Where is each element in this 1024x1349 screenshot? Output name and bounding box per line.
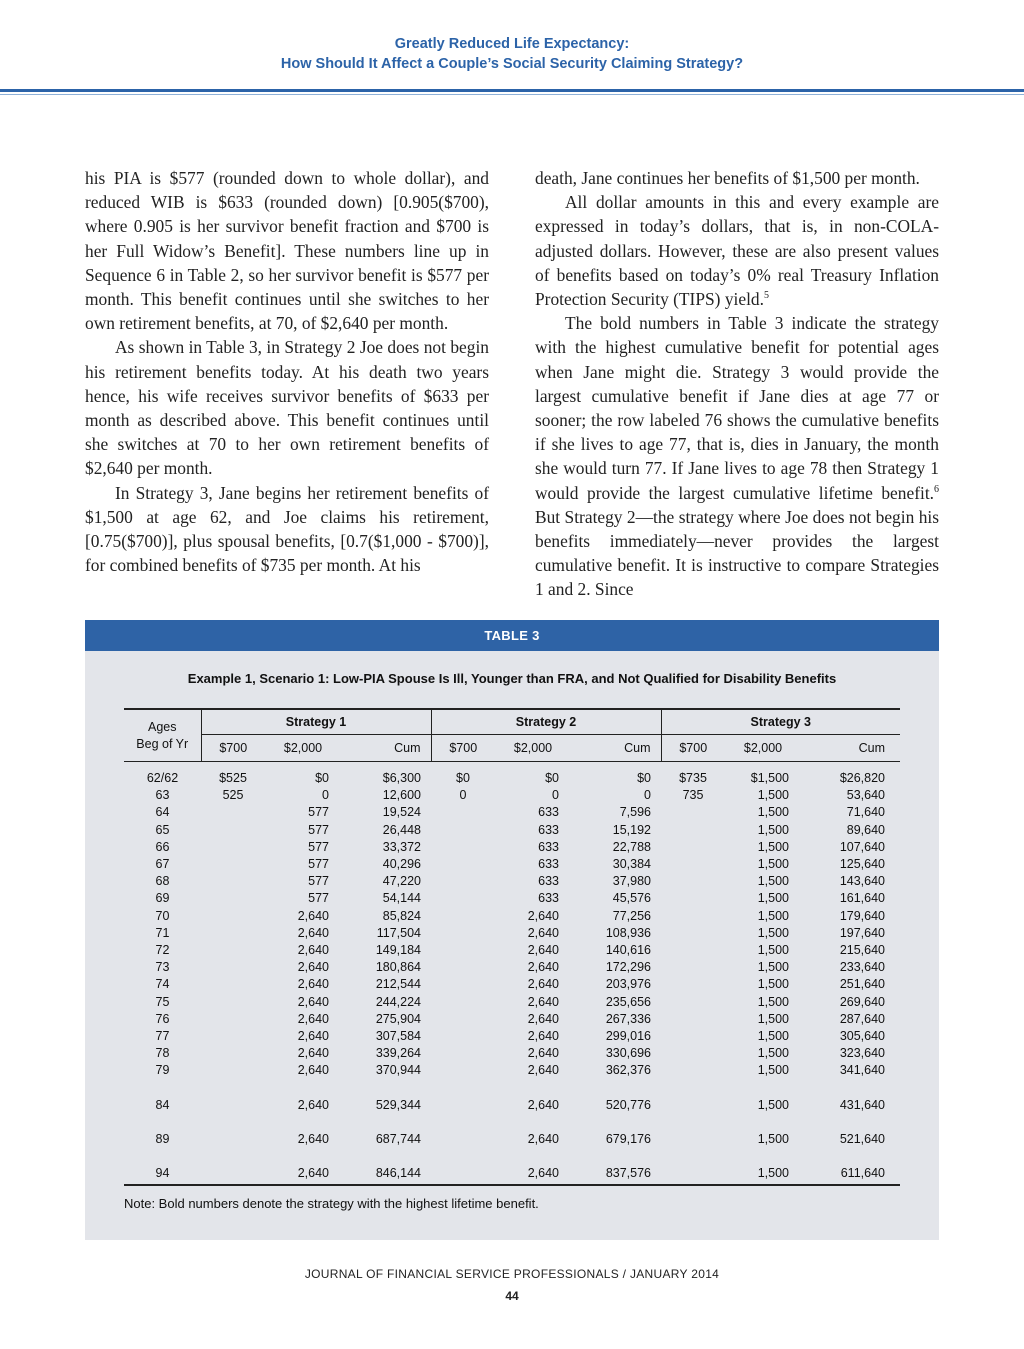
col-header-700: $700: [431, 735, 495, 762]
table-cell: 362,376: [605, 1063, 651, 1078]
table-cell: 233,640: [839, 960, 885, 975]
table-cell: 12,600: [382, 788, 421, 803]
journal-footer: JOURNAL OF FINANCIAL SERVICE PROFESSIONALS / JANUARY 2014: [304, 1267, 720, 1281]
ages-header: [124, 709, 201, 762]
table-cell: [431, 1028, 495, 1045]
table-cell: 2,640: [495, 1148, 571, 1185]
table-cell: [431, 822, 495, 839]
table-cell: 2,640: [527, 1029, 559, 1044]
table-cell: 431,640: [839, 1097, 885, 1112]
table-cell: 107,640: [839, 839, 885, 854]
table-cell: [201, 1028, 265, 1045]
table-cell: 577: [308, 874, 329, 889]
running-head-subtitle: How Should It Affect a Couple’s Social Security Claiming Strategy?: [280, 56, 744, 72]
table-cell: 529,344: [375, 1097, 421, 1112]
table-cell: 125,640: [839, 857, 885, 872]
age-cell: 68: [155, 874, 170, 889]
table-cell: 2,640: [527, 943, 559, 958]
table-cell: 2,640: [265, 1148, 341, 1185]
table-cell: 54,144: [382, 891, 421, 906]
table-cell: 1,500: [757, 943, 789, 958]
table-cell: 633: [538, 874, 559, 889]
paragraph: his PIA is $577 (rounded down to whole dollar), and reduced WIB is $633 (rounded down) [0.905($700), where 0.905 is her survivor benefit fraction and $700 is her Full Widow’s Benefit]. These numbers line up in Sequence 6 in Table 2, so her survivor benefit is $577 per month. This benefit continues until she switches to her own retirement benefits, at 70, of $2,640 per month.: [85, 168, 489, 334]
table-cell: 172,296: [605, 960, 651, 975]
age-cell: 67: [155, 857, 170, 872]
table-cell: [201, 1148, 265, 1185]
table-cell: 305,640: [839, 1029, 885, 1044]
table-cell: 1,500: [757, 1029, 789, 1044]
table-cell: 267,336: [605, 1011, 651, 1026]
table-cell: [661, 1148, 725, 1185]
table-cell: 1,500: [757, 874, 789, 889]
ages-header-line1: Ages: [148, 719, 177, 734]
table-cell: 341,640: [839, 1063, 885, 1078]
header-rule: [0, 89, 1024, 92]
age-cell: 78: [155, 1046, 170, 1061]
paragraph-text: All dollar amounts in this and every example are expressed in today’s dollars, that is, in non-COLA-adjusted dollars. However, these are also present values of benefits based on today’s 0% real Treasury Inflation Protection Security (TIPS) yield.: [535, 192, 939, 310]
table-cell: [431, 976, 495, 993]
col-header-2000: $2,000: [725, 735, 801, 762]
table-cell: 71,640: [846, 805, 885, 820]
table-cell: [661, 1011, 725, 1028]
table-cell: 7,596: [619, 805, 651, 820]
age-cell: 65: [155, 822, 170, 837]
table-row: [124, 873, 900, 890]
table-cell: 577: [308, 805, 329, 820]
table-cell: 2,640: [527, 1046, 559, 1061]
table-cell: $0: [637, 771, 651, 785]
age-cell: 74: [155, 977, 170, 992]
paragraph: As shown in Table 3, in Strategy 2 Joe does not begin his retirement benefits today. At his death two years hence, his wife receives survivor benefits of $633 per month as described above. This benefit continues until she switches at 70 to her own retirement benefits of $2,640 per month.: [85, 337, 489, 479]
col-header-cum: Cum: [801, 735, 900, 762]
age-cell: 76: [155, 1011, 170, 1026]
table-row: [124, 1080, 900, 1114]
table-cell: 2,640: [527, 977, 559, 992]
table-cell: 1,500: [757, 891, 789, 906]
table-cell: 339,264: [375, 1046, 421, 1061]
table-body: [124, 762, 900, 1186]
table-row: [124, 925, 900, 942]
table-cell: 2,640: [297, 1063, 329, 1078]
table-note: Note: Bold numbers denote the strategy with the highest lifetime benefit.: [124, 1196, 539, 1211]
table-cell: [431, 994, 495, 1011]
table-row: [124, 856, 900, 873]
age-cell: 94: [124, 1148, 201, 1185]
table-cell: [201, 1062, 265, 1079]
table-cell: [661, 942, 725, 959]
table-cell: 1,500: [757, 1063, 789, 1078]
table-cell: $735: [679, 771, 707, 785]
table-cell: 85,824: [382, 908, 421, 923]
table-cell: 1,500: [757, 1097, 789, 1112]
strategy-3-header: Strategy 3: [661, 709, 900, 735]
table-cell: 244,224: [375, 994, 421, 1009]
table-cell: 2,640: [297, 1029, 329, 1044]
age-cell: 70: [155, 908, 170, 923]
table-cell: [201, 959, 265, 976]
table-cell: 269,640: [839, 994, 885, 1009]
col-header-cum: Cum: [571, 735, 661, 762]
ages-header-line2: Beg of Yr: [136, 736, 189, 751]
table-cell: 108,936: [605, 925, 651, 940]
table-cell: 117,504: [376, 925, 421, 940]
table-cell: 47,220: [382, 874, 421, 889]
benefits-table: [124, 708, 900, 1186]
table-cell: 0: [459, 788, 467, 803]
table-row: [124, 1028, 900, 1045]
table-row: [124, 1045, 900, 1062]
table-cell: 2,640: [297, 1131, 329, 1146]
table-cell: 837,576: [571, 1148, 661, 1185]
footnote-ref[interactable]: 6: [934, 483, 939, 495]
table-cell: 1,500: [757, 788, 789, 803]
table-cell: [431, 959, 495, 976]
age-cell: 69: [155, 891, 170, 906]
table-cell: 577: [308, 839, 329, 854]
table-cell: 2,640: [297, 925, 329, 940]
table-cell: 521,640: [839, 1131, 885, 1146]
age-cell: 89: [155, 1131, 170, 1146]
table-row: [124, 762, 900, 788]
table-cell: 1,500: [757, 1011, 789, 1026]
table-row: [124, 822, 900, 839]
table-cell: 2,640: [297, 960, 329, 975]
table-cell: 2,640: [527, 1011, 559, 1026]
table-cell: [661, 822, 725, 839]
table-cell: 611,640: [801, 1148, 900, 1185]
table-cell: 323,640: [839, 1046, 885, 1061]
table-cell: [661, 976, 725, 993]
table-cell: [201, 839, 265, 856]
table-cell: 1,500: [757, 908, 789, 923]
table-cell: 2,640: [527, 908, 559, 923]
table-cell: 577: [308, 857, 329, 872]
table-cell: [661, 1045, 725, 1062]
table-row: [124, 976, 900, 993]
table-row: [124, 839, 900, 856]
table-title: Example 1, Scenario 1: Low-PIA Spouse Is Ill, Younger than FRA, and Not Qualified for Disability Benefits: [187, 671, 837, 686]
col-header-cum: Cum: [341, 735, 431, 762]
table-cell: 53,640: [846, 788, 885, 803]
table-cell: 179,640: [839, 908, 885, 923]
table-cell: [661, 1028, 725, 1045]
age-cell: 77: [155, 1029, 170, 1044]
table-cell: 19,524: [382, 805, 421, 820]
table-cell: 633: [538, 822, 559, 837]
paragraph-text: But Strategy 2—the strategy where Joe does not begin his benefits immediately—never provides the largest cumulative benefit. It is instructive to compare Strategies 1 and 2. Since: [535, 506, 939, 600]
table-row: [124, 804, 900, 821]
table-cell: 77,256: [612, 908, 651, 923]
table-cell: [201, 994, 265, 1011]
table-row: [124, 908, 900, 925]
table-cell: $0: [456, 771, 470, 785]
table-cell: 203,976: [605, 977, 651, 992]
col-header-2000: $2,000: [265, 735, 341, 762]
table-row: [124, 959, 900, 976]
age-cell: 79: [155, 1063, 170, 1078]
table-cell: 0: [644, 788, 651, 803]
table-cell: [431, 1080, 495, 1114]
table-cell: [431, 873, 495, 890]
table-cell: 22,788: [612, 839, 651, 854]
table-cell: 161,640: [839, 891, 885, 906]
table-cell: [201, 925, 265, 942]
table-cell: $0: [545, 771, 559, 785]
table-cell: 633: [538, 805, 559, 820]
table-cell: $6,300: [382, 771, 421, 785]
table-cell: [201, 1114, 265, 1148]
table-cell: [431, 1114, 495, 1148]
table-cell: [661, 890, 725, 907]
table-cell: [201, 1011, 265, 1028]
table-cell: 2,640: [297, 1046, 329, 1061]
table-cell: [431, 925, 495, 942]
table-row: [124, 1148, 900, 1185]
table-row: [124, 1011, 900, 1028]
body-column-left: [85, 166, 489, 577]
table-cell: [661, 994, 725, 1011]
table-cell: 633: [538, 891, 559, 906]
table-cell: 89,640: [846, 822, 885, 837]
table-cell: [201, 856, 265, 873]
page-number: 44: [505, 1289, 519, 1303]
table-cell: [431, 1045, 495, 1062]
paragraph: [535, 311, 939, 601]
age-cell: 63: [155, 788, 170, 803]
table-cell: 2,640: [297, 908, 329, 923]
running-head-title: Greatly Reduced Life Expectancy:: [394, 36, 630, 52]
table-cell: 2,640: [297, 977, 329, 992]
table-cell: 0: [552, 788, 559, 803]
table-cell: 735: [682, 788, 704, 803]
table-cell: 299,016: [605, 1029, 651, 1044]
table-cell: 140,616: [605, 943, 651, 958]
table-cell: 212,544: [375, 977, 421, 992]
paragraph: [535, 190, 939, 311]
table-cell: 15,192: [612, 822, 651, 837]
table-cell: 2,640: [527, 960, 559, 975]
table-cell: 2,640: [297, 1011, 329, 1026]
table-cell: [431, 908, 495, 925]
table-row: [124, 890, 900, 907]
table-cell: 633: [538, 839, 559, 854]
table-cell: [201, 804, 265, 821]
table-3-box: [85, 620, 939, 1240]
paragraph: death, Jane continues her benefits of $1,500 per month.: [535, 168, 920, 188]
table-cell: 2,640: [527, 1131, 559, 1146]
table-cell: 577: [308, 891, 329, 906]
table-cell: [661, 925, 725, 942]
body-column-right: [535, 166, 939, 602]
table-cell: 846,144: [341, 1148, 431, 1185]
table-cell: [431, 804, 495, 821]
table-cell: 287,640: [839, 1011, 885, 1026]
table-row: [124, 942, 900, 959]
table-cell: $525: [219, 771, 247, 785]
table-cell: [431, 1062, 495, 1079]
table-cell: [431, 890, 495, 907]
table-cell: [661, 1080, 725, 1114]
table-row: [124, 1114, 900, 1148]
table-cell: $26,820: [839, 771, 885, 785]
table-cell: [201, 942, 265, 959]
table-cell: 197,640: [839, 925, 885, 940]
table-cell: 1,500: [757, 925, 789, 940]
header-rule-thin: [0, 94, 1024, 95]
table-cell: 1,500: [757, 1131, 789, 1146]
table-cell: 149,184: [375, 943, 421, 958]
table-cell: 1,500: [757, 977, 789, 992]
strategy-2-header: Strategy 2: [431, 709, 661, 735]
table-cell: [201, 976, 265, 993]
table-cell: [201, 873, 265, 890]
table-cell: 180,864: [375, 960, 421, 975]
table-row: [124, 1062, 900, 1079]
table-cell: 2,640: [527, 994, 559, 1009]
table-cell: [201, 822, 265, 839]
age-cell: 75: [155, 994, 170, 1009]
table-cell: 679,176: [605, 1131, 651, 1146]
age-cell: 66: [155, 839, 170, 854]
table-cell: [661, 856, 725, 873]
age-cell: 73: [155, 960, 170, 975]
table-cell: [201, 908, 265, 925]
table-cell: 33,372: [382, 839, 421, 854]
table-cell: [661, 959, 725, 976]
table-cell: 330,696: [605, 1046, 651, 1061]
table-cell: [661, 839, 725, 856]
table-cell: [201, 1045, 265, 1062]
table-cell: 215,640: [839, 943, 885, 958]
table-cell: 577: [308, 822, 329, 837]
table-cell: 687,744: [375, 1131, 421, 1146]
paragraph: In Strategy 3, Jane begins her retirement benefits of $1,500 at age 62, and Joe claims his retirement, [0.75($700)], plus spousal benefits, [0.7($1,000 - $700)], for combined benefits of $735 per month. At his: [85, 482, 489, 576]
table-cell: [431, 856, 495, 873]
table-cell: 2,640: [527, 925, 559, 940]
table-cell: 1,500: [757, 822, 789, 837]
table-cell: 2,640: [527, 1097, 559, 1112]
table-cell: 525: [222, 788, 244, 803]
table-cell: [661, 1062, 725, 1079]
table-cell: 26,448: [382, 822, 421, 837]
table-cell: 520,776: [605, 1097, 651, 1112]
table-cell: 275,904: [375, 1011, 421, 1026]
table-label: TABLE 3: [85, 620, 939, 651]
table-cell: 37,980: [612, 874, 651, 889]
table-cell: [661, 804, 725, 821]
table-cell: 1,500: [757, 960, 789, 975]
table-cell: 370,944: [375, 1063, 421, 1078]
table-cell: 2,640: [527, 1063, 559, 1078]
table-cell: [661, 873, 725, 890]
table-cell: 2,640: [297, 943, 329, 958]
table-cell: 1,500: [757, 1046, 789, 1061]
table-cell: 30,384: [612, 857, 651, 872]
table-cell: 1,500: [757, 839, 789, 854]
table-cell: 1,500: [757, 994, 789, 1009]
table-cell: 2,640: [297, 1097, 329, 1112]
table-cell: [201, 1080, 265, 1114]
age-cell: 64: [155, 805, 170, 820]
age-cell: 62/62: [146, 771, 179, 785]
table-row: [124, 787, 900, 804]
col-header-700: $700: [661, 735, 725, 762]
table-cell: 633: [538, 857, 559, 872]
table-cell: 45,576: [612, 891, 651, 906]
table-cell: $0: [315, 771, 329, 785]
table-cell: 1,500: [725, 1148, 801, 1185]
strategy-1-header: Strategy 1: [201, 709, 431, 735]
col-header-2000: $2,000: [495, 735, 571, 762]
table-cell: 235,656: [605, 994, 651, 1009]
table-cell: 251,640: [839, 977, 885, 992]
table-cell: [201, 890, 265, 907]
table-cell: [661, 1114, 725, 1148]
table-cell: 2,640: [297, 994, 329, 1009]
table-cell: 0: [322, 788, 329, 803]
age-cell: 72: [155, 943, 170, 958]
table-cell: 143,640: [839, 874, 885, 889]
table-cell: 1,500: [757, 805, 789, 820]
running-head: [0, 34, 1024, 74]
table-cell: [431, 839, 495, 856]
table-cell: [431, 1011, 495, 1028]
age-cell: 84: [155, 1097, 170, 1112]
table-cell: 40,296: [382, 857, 421, 872]
table-cell: [431, 942, 495, 959]
table-row: [124, 994, 900, 1011]
age-cell: 71: [155, 925, 170, 940]
table-cell: [431, 1148, 495, 1185]
table-cell: $1,500: [750, 771, 789, 785]
col-header-700: $700: [201, 735, 265, 762]
table-cell: 307,584: [375, 1029, 421, 1044]
table-cell: 1,500: [757, 857, 789, 872]
paragraph-text: The bold numbers in Table 3 indicate the strategy with the highest cumulative benefit for potential ages when Jane might die. Strategy 3 would provide the largest cumulative benefit if Jane dies at age 77 or sooner; the row labeled 76 shows the cumulative benefits if she lives to age 77, that is, dies in January, the month she would turn 77. If Jane lives to age 78 then Strategy 1 would provide the largest cumulative lifetime benefit.: [535, 313, 939, 503]
footnote-ref[interactable]: 5: [763, 290, 769, 302]
table-cell: [661, 908, 725, 925]
